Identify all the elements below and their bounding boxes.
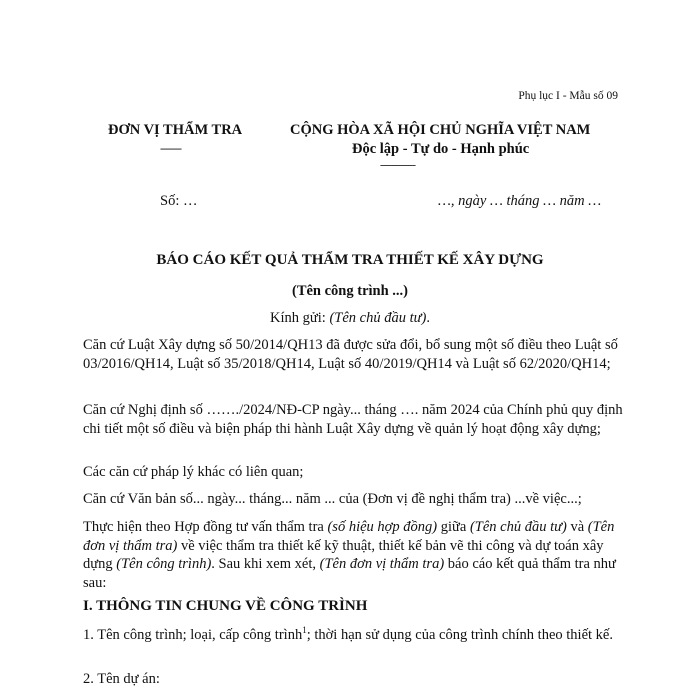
- contract-number-placeholder: (số hiệu hợp đồng): [327, 519, 438, 535]
- motto-divider: ---------------: [380, 160, 415, 171]
- reviewer-placeholder: (Tên đơn vị thẩm tra): [83, 519, 615, 554]
- contract-text: báo cáo kết quả thẩm tra như sau:: [83, 556, 616, 591]
- basis-paragraph-law: Căn cứ Luật Xây dựng số 50/2014/QH13 đã được sửa đổi, bổ sung một số điều theo Luật số 03/2016/QH14, Luật số 35/2018/QH14, Luật số 40/2019/QH14 và Luật số 62/2020/QH14;: [83, 337, 618, 372]
- contract-text: giữa: [437, 519, 470, 535]
- basis-paragraph-other: Các căn cứ pháp lý khác có liên quan;: [83, 464, 304, 480]
- addressee-name: (Tên chủ đầu tư): [329, 310, 427, 326]
- annex-label: Phụ lục I - Mẫu số 09: [518, 90, 618, 102]
- section-heading: I. THÔNG TIN CHUNG VỀ CÔNG TRÌNH: [83, 598, 368, 614]
- investor-placeholder: (Tên chủ đầu tư): [469, 519, 567, 535]
- contract-text: về việc thẩm tra thiết kế kỹ thuật, thiết kế bản vẽ thi công và dự toán xây dựng: [83, 537, 604, 572]
- motto: Độc lập - Tự do - Hạnh phúc: [352, 141, 530, 157]
- contract-text: và: [566, 519, 588, 535]
- item-text: 1. Tên công trình; loại, cấp công trình: [83, 627, 303, 643]
- section-item-2: 2. Tên dự án:: [83, 671, 160, 687]
- addressee-prefix: Kính gửi:: [270, 310, 330, 326]
- document-date: …, ngày … tháng … năm …: [438, 193, 602, 209]
- item-text: ; thời hạn sử dụng của công trình chính theo thiết kế.: [306, 627, 613, 643]
- basis-paragraph-decree: Căn cứ Nghị định số ……./2024/NĐ-CP ngày... tháng …. năm 2024 của Chính phủ quy định chi tiết một số điều và biện pháp thi hành Luật Xây dựng về quản lý hoạt động xây dựng;: [83, 402, 623, 437]
- basis-paragraph-request: Căn cứ Văn bản số... ngày... tháng... năm ... của (Đơn vị đề nghị thẩm tra) ...về việc...;: [83, 491, 582, 507]
- reviewer-placeholder: (Tên đơn vị thẩm tra): [319, 556, 445, 572]
- agency-heading: ĐƠN VỊ THẨM TRA: [108, 122, 243, 138]
- project-placeholder: (Tên công trình): [116, 556, 212, 572]
- contract-paragraph: [83, 518, 623, 592]
- footnote-marker[interactable]: 1: [302, 625, 307, 636]
- addressee-line: [0, 310, 700, 327]
- contract-text: Thực hiện theo Hợp đồng tư vấn thẩm tra: [83, 519, 328, 535]
- section-item-1: [83, 626, 623, 645]
- addressee-suffix: .: [426, 310, 430, 326]
- contract-text: . Sau khi xem xét,: [211, 556, 320, 572]
- agency-divider: -------: [160, 141, 181, 155]
- report-title: BÁO CÁO KẾT QUẢ THẨM TRA THIẾT KẾ XÂY DỰNG: [156, 252, 544, 268]
- report-subtitle: (Tên công trình ...): [292, 283, 408, 299]
- nation-heading: CỘNG HÒA XÃ HỘI CHỦ NGHĨA VIỆT NAM: [290, 122, 591, 138]
- document-number: Số: …: [160, 193, 198, 209]
